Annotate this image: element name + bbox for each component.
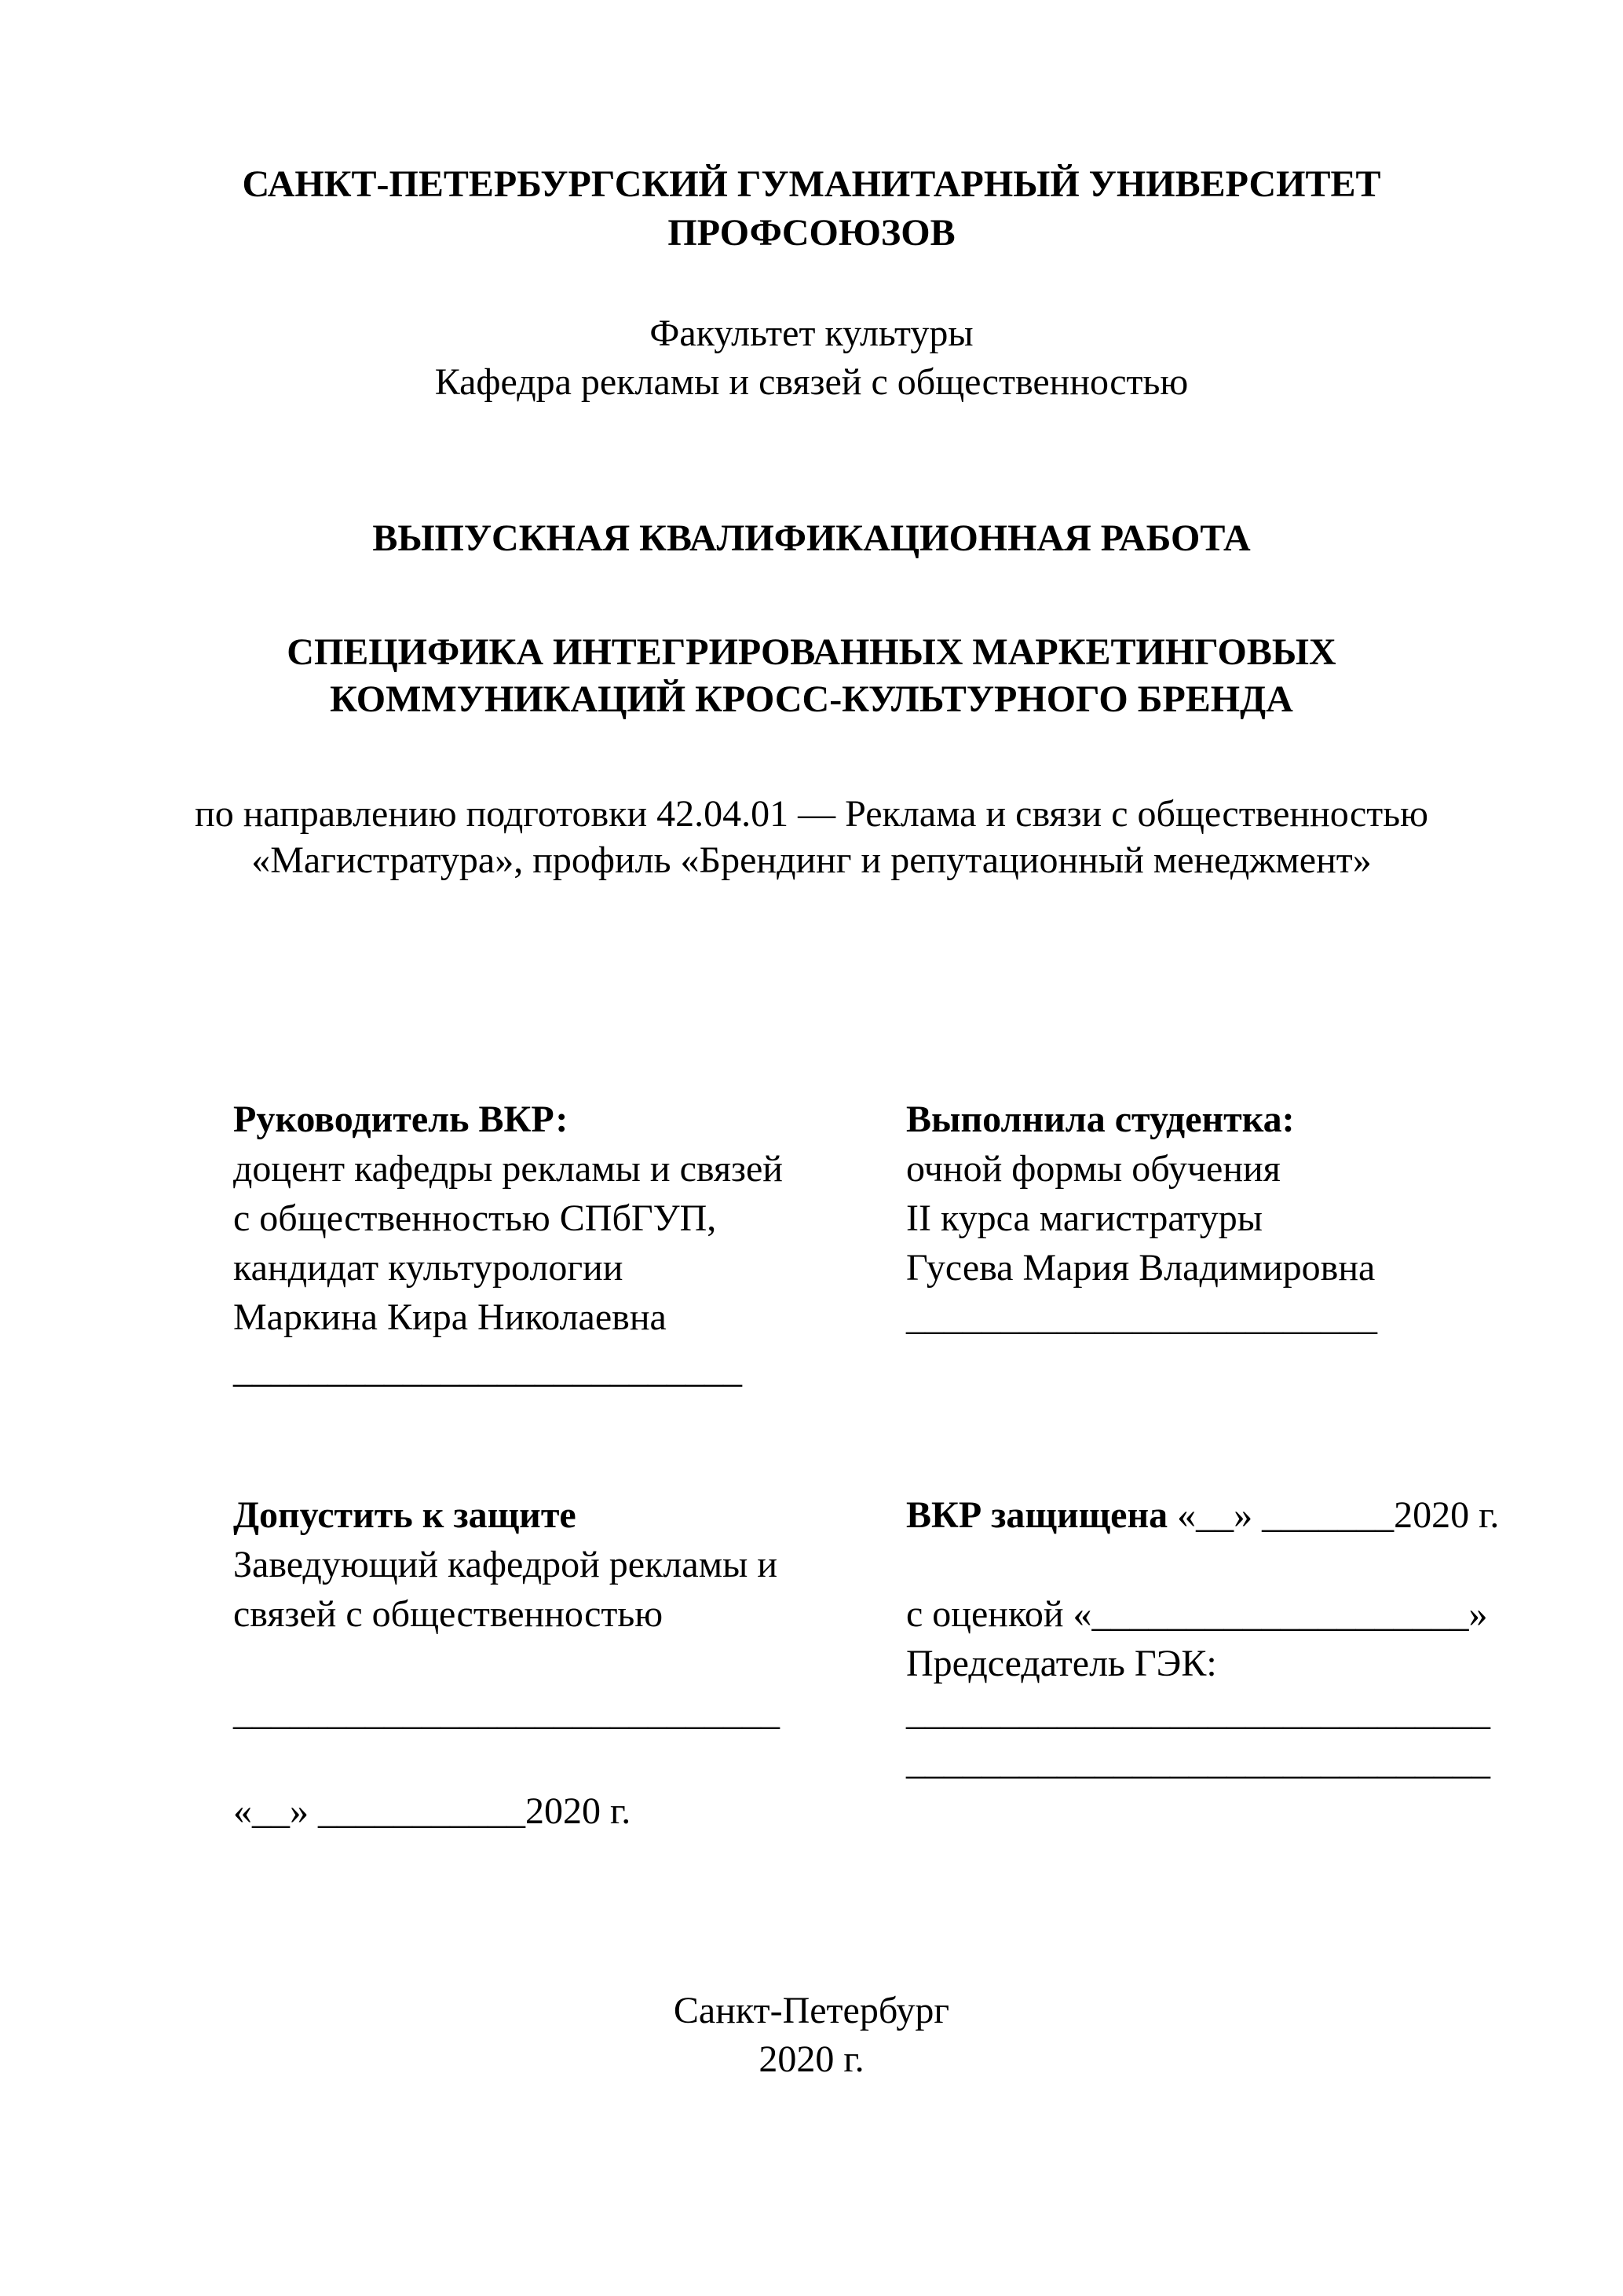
defense-signature-line: _______________________________ [906, 1741, 1490, 1782]
supervisor-line: доцент кафедры рекламы и связей [233, 1148, 783, 1190]
student-name: Гусева Мария Владимировна [906, 1247, 1376, 1289]
work-title-line2: КОММУНИКАЦИЙ КРОСС-КУЛЬТУРНОГО БРЕНДА [330, 678, 1293, 720]
footer-city: Санкт-Петербург [673, 1990, 950, 2031]
student-heading: Выполнила студентка: [906, 1099, 1295, 1140]
defense-signature-line: _______________________________ [906, 1691, 1490, 1733]
student-line: очной формы обучения [906, 1148, 1281, 1190]
department: Кафедра рекламы и связей с общественностью [434, 361, 1189, 403]
university-name-line1: САНКТ-ПЕТЕРБУРГСКИЙ ГУМАНИТАРНЫЙ УНИВЕРСИТЕТ [242, 163, 1381, 205]
direction-line1: по направлению подготовки 42.04.01 — Реклама и связи с общественностью [195, 793, 1428, 835]
supervisor-signature-line: ___________________________ [233, 1349, 742, 1391]
supervisor-heading: Руководитель ВКР: [233, 1099, 568, 1140]
admit-line: Заведующий кафедрой рекламы и [233, 1544, 777, 1585]
work-title-line1: СПЕЦИФИКА ИНТЕГРИРОВАННЫХ МАРКЕТИНГОВЫХ [287, 631, 1336, 673]
student-signature-line: _________________________ [906, 1296, 1377, 1338]
supervisor-name: Маркина Кира Николаевна [233, 1296, 667, 1338]
defense-heading: ВКР защищена [906, 1494, 1168, 1536]
work-type: ВЫПУСКНАЯ КВАЛИФИКАЦИОННАЯ РАБОТА [372, 517, 1251, 559]
supervisor-line: с общественностью СПбГУП, [233, 1197, 717, 1239]
defense-grade: с оценкой «____________________» [906, 1593, 1488, 1635]
footer-year: 2020 г. [758, 2038, 865, 2080]
admit-heading: Допустить к защите [233, 1494, 576, 1536]
admit-signature-line: _____________________________ [233, 1691, 780, 1733]
university-name-line2: ПРОФСОЮЗОВ [667, 212, 956, 254]
faculty: Факультет культуры [649, 313, 974, 354]
student-line: II курса магистратуры [906, 1197, 1263, 1239]
supervisor-line: кандидат культурологии [233, 1247, 623, 1289]
admit-date: «__» ___________2020 г. [233, 1790, 631, 1832]
defense-date: «__» _______2020 г. [1168, 1494, 1500, 1536]
direction-line2: «Магистратура», профиль «Брендинг и репутационный менеджмент» [251, 839, 1372, 881]
admit-line: связей с общественностью [233, 1593, 663, 1635]
defense-status [906, 1491, 1499, 1540]
defense-chair-label: Председатель ГЭК: [906, 1643, 1217, 1684]
